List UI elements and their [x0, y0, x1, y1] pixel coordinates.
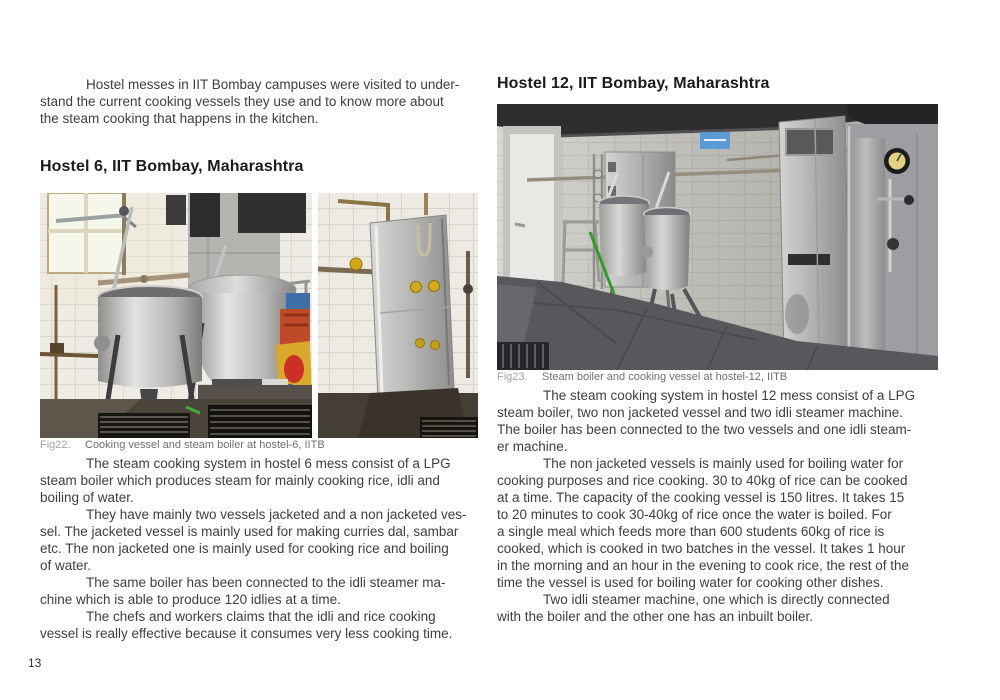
- figure-label: Fig22.: [40, 439, 71, 451]
- section-heading-hostel-12: Hostel 12, IIT Bombay, Maharashtra: [497, 75, 770, 92]
- page-number: 13: [28, 656, 42, 670]
- hostel6-steam-boiler-photo: [318, 193, 478, 438]
- intro-paragraph: Hostel messes in IIT Bombay campuses were visited to under- stand the current cooking vessels they use and to know more about the steam cooking that happens in the kitchen.: [40, 77, 460, 126]
- hostel6-cooking-vessels-photo: [40, 193, 312, 438]
- paragraph: The chefs and workers claims that the idli and rice cooking vessel is really effective because it consumes very less cooking time.: [40, 609, 453, 641]
- figure-label: Fig23.: [497, 371, 528, 383]
- paragraph: The same boiler has been connected to the idli steamer ma- chine which is able to produce 120 idlies at a time.: [40, 575, 446, 607]
- hostel6-body: [40, 455, 485, 642]
- hostel12-kitchen-photo: [497, 104, 938, 370]
- paragraph: The steam cooking system in hostel 12 mess consist of a LPG steam boiler, two non jacketed vessel and two idli steamer machine. The boiler has been connected to the two vessels and one idli steam- er machine.: [497, 388, 916, 454]
- paragraph: They have mainly two vessels jacketed and a non jacketed ves- sel. The jacketed vessel is mainly used for making curries dal, sambar etc. The non jacketed one is mainly used for cooking rice and boiling of water.: [40, 507, 467, 573]
- paragraph: The non jacketed vessels is mainly used for boiling water for cooking purposes and rice cooking. 30 to 40kg of rice can be cooked at a time. The capacity of the cooking vessel is 150 litres. It takes 15 to 20 minutes to cook 30-40kg of rice once the water is boiled. For a single meal which feeds more than 600 students 60kg of rice is cooked, which is cooked in two batches in the vessel. It takes 1 hour in the morning and an hour in the evening to cook rice, the rest of the time the vessel is used for boiling water for cooking other dishes.: [497, 456, 910, 590]
- paragraph: Two idli steamer machine, one which is directly connected with the boiler and the other one has an inbuilt boiler.: [497, 592, 890, 624]
- figure-caption-text: Cooking vessel and steam boiler at hostel-6, IITB: [85, 439, 325, 451]
- paragraph: The steam cooking system in hostel 6 mess consist of a LPG steam boiler which produces steam for mainly cooking rice, idli and boiling of water.: [40, 456, 451, 505]
- figure-caption-fig23: [497, 371, 787, 384]
- hostel12-body: [497, 387, 942, 625]
- figure-caption-fig22: [40, 439, 325, 452]
- figure-caption-text: Steam boiler and cooking vessel at hostel-12, IITB: [542, 371, 788, 383]
- section-heading-hostel-6: Hostel 6, IIT Bombay, Maharashtra: [40, 158, 304, 175]
